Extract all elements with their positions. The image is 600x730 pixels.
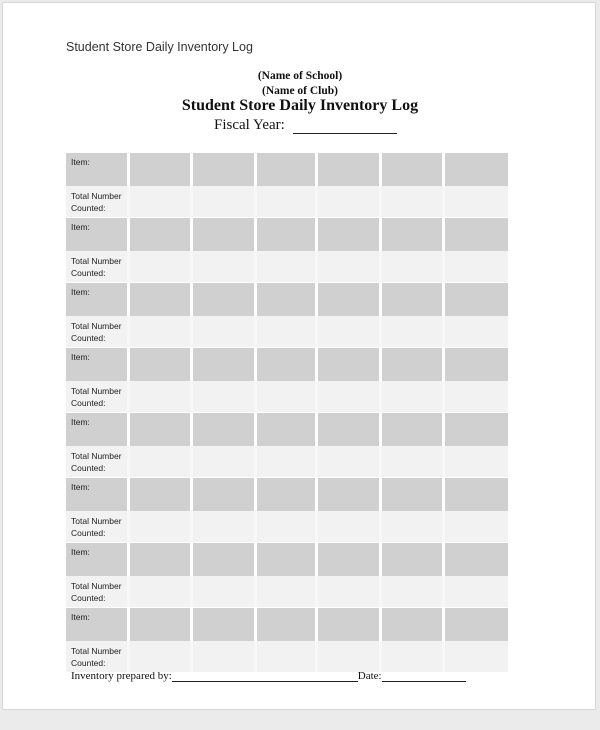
item-entry-cell[interactable] <box>382 218 446 251</box>
total-counted-label <box>66 576 130 607</box>
date-label: Date: <box>357 670 382 682</box>
count-entry-cell[interactable] <box>193 186 257 217</box>
count-entry-cell[interactable] <box>257 641 318 672</box>
signature-footer <box>71 670 491 682</box>
fiscal-year-field <box>214 117 397 134</box>
item-entry-cell[interactable] <box>445 478 508 511</box>
count-entry-cell[interactable] <box>445 381 508 412</box>
fiscal-year-label: Fiscal Year: <box>214 117 285 133</box>
item-entry-cell[interactable] <box>318 218 382 251</box>
item-entry-cell[interactable] <box>130 543 194 576</box>
table-row-count <box>66 316 508 347</box>
date-blank-line[interactable] <box>382 670 466 682</box>
total-counted-label-line1: Total Number <box>71 321 122 331</box>
item-entry-cell[interactable] <box>445 413 508 446</box>
table-row-item <box>66 218 508 251</box>
count-entry-cell[interactable] <box>445 316 508 347</box>
item-entry-cell[interactable] <box>445 608 508 641</box>
count-entry-cell[interactable] <box>193 641 257 672</box>
item-entry-cell[interactable] <box>257 283 318 316</box>
total-counted-label-line1: Total Number <box>71 516 122 526</box>
count-entry-cell[interactable] <box>382 446 446 477</box>
count-entry-cell[interactable] <box>318 381 382 412</box>
count-entry-cell[interactable] <box>130 576 194 607</box>
total-counted-label-line2: Counted: <box>71 333 106 343</box>
table-row-count <box>66 641 508 672</box>
item-entry-cell[interactable] <box>193 283 257 316</box>
item-entry-cell[interactable] <box>318 413 382 446</box>
table-row-item <box>66 413 508 446</box>
total-counted-label-line1: Total Number <box>71 191 122 201</box>
count-entry-cell[interactable] <box>193 446 257 477</box>
item-entry-cell[interactable] <box>445 348 508 381</box>
item-entry-cell[interactable] <box>130 608 194 641</box>
count-entry-cell[interactable] <box>130 446 194 477</box>
table-row-count <box>66 186 508 217</box>
page-title: Student Store Daily Inventory Log <box>181 97 419 114</box>
total-counted-label-line1: Total Number <box>71 646 122 656</box>
item-entry-cell[interactable] <box>130 413 194 446</box>
item-entry-cell[interactable] <box>445 543 508 576</box>
count-entry-cell[interactable] <box>130 641 194 672</box>
table-row-count <box>66 446 508 477</box>
item-entry-cell[interactable] <box>193 218 257 251</box>
count-entry-cell[interactable] <box>382 576 446 607</box>
count-entry-cell[interactable] <box>130 511 194 542</box>
item-entry-cell[interactable] <box>257 478 318 511</box>
total-counted-label-line1: Total Number <box>71 256 122 266</box>
prepared-by-label: Inventory prepared by: <box>71 670 172 682</box>
count-entry-cell[interactable] <box>382 316 446 347</box>
count-entry-cell[interactable] <box>318 446 382 477</box>
item-entry-cell[interactable] <box>445 153 508 186</box>
count-entry-cell[interactable] <box>382 251 446 282</box>
count-entry-cell[interactable] <box>257 316 318 347</box>
table-row-item <box>66 283 508 316</box>
item-label: Item: <box>66 153 130 186</box>
item-entry-cell[interactable] <box>193 543 257 576</box>
item-entry-cell[interactable] <box>257 153 318 186</box>
item-entry-cell[interactable] <box>382 543 446 576</box>
count-entry-cell[interactable] <box>445 511 508 542</box>
inventory-table <box>66 153 508 672</box>
table-row-count <box>66 511 508 542</box>
total-counted-label-line1: Total Number <box>71 386 122 396</box>
document-header-label: Student Store Daily Inventory Log <box>66 40 253 54</box>
item-entry-cell[interactable] <box>130 478 194 511</box>
count-entry-cell[interactable] <box>193 576 257 607</box>
count-entry-cell[interactable] <box>130 381 194 412</box>
item-entry-cell[interactable] <box>257 608 318 641</box>
total-counted-label <box>66 446 130 477</box>
total-counted-label-line2: Counted: <box>71 268 106 278</box>
table-row-count <box>66 251 508 282</box>
table-row-item <box>66 348 508 381</box>
item-entry-cell[interactable] <box>382 283 446 316</box>
item-entry-cell[interactable] <box>382 153 446 186</box>
item-label: Item: <box>66 478 130 511</box>
total-counted-label <box>66 641 130 672</box>
total-counted-label-line2: Counted: <box>71 203 106 213</box>
total-counted-label-line2: Counted: <box>71 463 106 473</box>
total-counted-label <box>66 511 130 542</box>
prepared-by-blank-line[interactable] <box>172 670 358 682</box>
count-entry-cell[interactable] <box>382 641 446 672</box>
count-entry-cell[interactable] <box>445 251 508 282</box>
count-entry-cell[interactable] <box>382 381 446 412</box>
total-counted-label-line2: Counted: <box>71 398 106 408</box>
count-entry-cell[interactable] <box>445 186 508 217</box>
count-entry-cell[interactable] <box>318 576 382 607</box>
item-label: Item: <box>66 218 130 251</box>
total-counted-label <box>66 381 130 412</box>
count-entry-cell[interactable] <box>257 576 318 607</box>
count-entry-cell[interactable] <box>257 511 318 542</box>
item-entry-cell[interactable] <box>193 608 257 641</box>
item-entry-cell[interactable] <box>318 608 382 641</box>
total-counted-label <box>66 316 130 347</box>
item-entry-cell[interactable] <box>318 543 382 576</box>
table-row-item <box>66 543 508 576</box>
item-entry-cell[interactable] <box>130 153 194 186</box>
item-label: Item: <box>66 283 130 316</box>
item-entry-cell[interactable] <box>130 348 194 381</box>
count-entry-cell[interactable] <box>318 251 382 282</box>
count-entry-cell[interactable] <box>193 316 257 347</box>
item-label: Item: <box>66 608 130 641</box>
club-name-placeholder: (Name of Club) <box>261 85 339 97</box>
total-counted-label-line2: Counted: <box>71 658 106 668</box>
count-entry-cell[interactable] <box>130 186 194 217</box>
count-entry-cell[interactable] <box>318 316 382 347</box>
table-row-item <box>66 153 508 186</box>
item-entry-cell[interactable] <box>257 543 318 576</box>
count-entry-cell[interactable] <box>257 381 318 412</box>
count-entry-cell[interactable] <box>445 641 508 672</box>
item-entry-cell[interactable] <box>382 348 446 381</box>
item-entry-cell[interactable] <box>257 218 318 251</box>
item-entry-cell[interactable] <box>318 153 382 186</box>
count-entry-cell[interactable] <box>193 381 257 412</box>
count-entry-cell[interactable] <box>318 511 382 542</box>
item-entry-cell[interactable] <box>193 348 257 381</box>
item-entry-cell[interactable] <box>193 478 257 511</box>
item-entry-cell[interactable] <box>445 283 508 316</box>
item-entry-cell[interactable] <box>193 413 257 446</box>
count-entry-cell[interactable] <box>318 641 382 672</box>
item-label: Item: <box>66 348 130 381</box>
table-row-item <box>66 608 508 641</box>
total-counted-label-line2: Counted: <box>71 593 106 603</box>
item-entry-cell[interactable] <box>318 478 382 511</box>
count-entry-cell[interactable] <box>445 446 508 477</box>
item-entry-cell[interactable] <box>318 348 382 381</box>
count-entry-cell[interactable] <box>382 186 446 217</box>
count-entry-cell[interactable] <box>130 251 194 282</box>
count-entry-cell[interactable] <box>193 511 257 542</box>
count-entry-cell[interactable] <box>382 511 446 542</box>
total-counted-label-line1: Total Number <box>71 451 122 461</box>
item-entry-cell[interactable] <box>130 283 194 316</box>
total-counted-label <box>66 251 130 282</box>
total-counted-label-line2: Counted: <box>71 528 106 538</box>
item-entry-cell[interactable] <box>445 218 508 251</box>
item-entry-cell[interactable] <box>257 348 318 381</box>
count-entry-cell[interactable] <box>445 576 508 607</box>
item-entry-cell[interactable] <box>382 413 446 446</box>
count-entry-cell[interactable] <box>257 251 318 282</box>
count-entry-cell[interactable] <box>130 316 194 347</box>
item-label: Item: <box>66 543 130 576</box>
item-entry-cell[interactable] <box>193 153 257 186</box>
item-entry-cell[interactable] <box>318 283 382 316</box>
count-entry-cell[interactable] <box>257 186 318 217</box>
table-row-item <box>66 478 508 511</box>
school-name-placeholder: (Name of School) <box>257 70 343 82</box>
item-entry-cell[interactable] <box>257 413 318 446</box>
item-entry-cell[interactable] <box>130 218 194 251</box>
item-label: Item: <box>66 413 130 446</box>
total-counted-label <box>66 186 130 217</box>
item-entry-cell[interactable] <box>382 478 446 511</box>
table-row-count <box>66 381 508 412</box>
table-row-count <box>66 576 508 607</box>
count-entry-cell[interactable] <box>257 446 318 477</box>
count-entry-cell[interactable] <box>193 251 257 282</box>
total-counted-label-line1: Total Number <box>71 581 122 591</box>
count-entry-cell[interactable] <box>318 186 382 217</box>
fiscal-year-blank-line[interactable] <box>293 119 397 134</box>
item-entry-cell[interactable] <box>382 608 446 641</box>
